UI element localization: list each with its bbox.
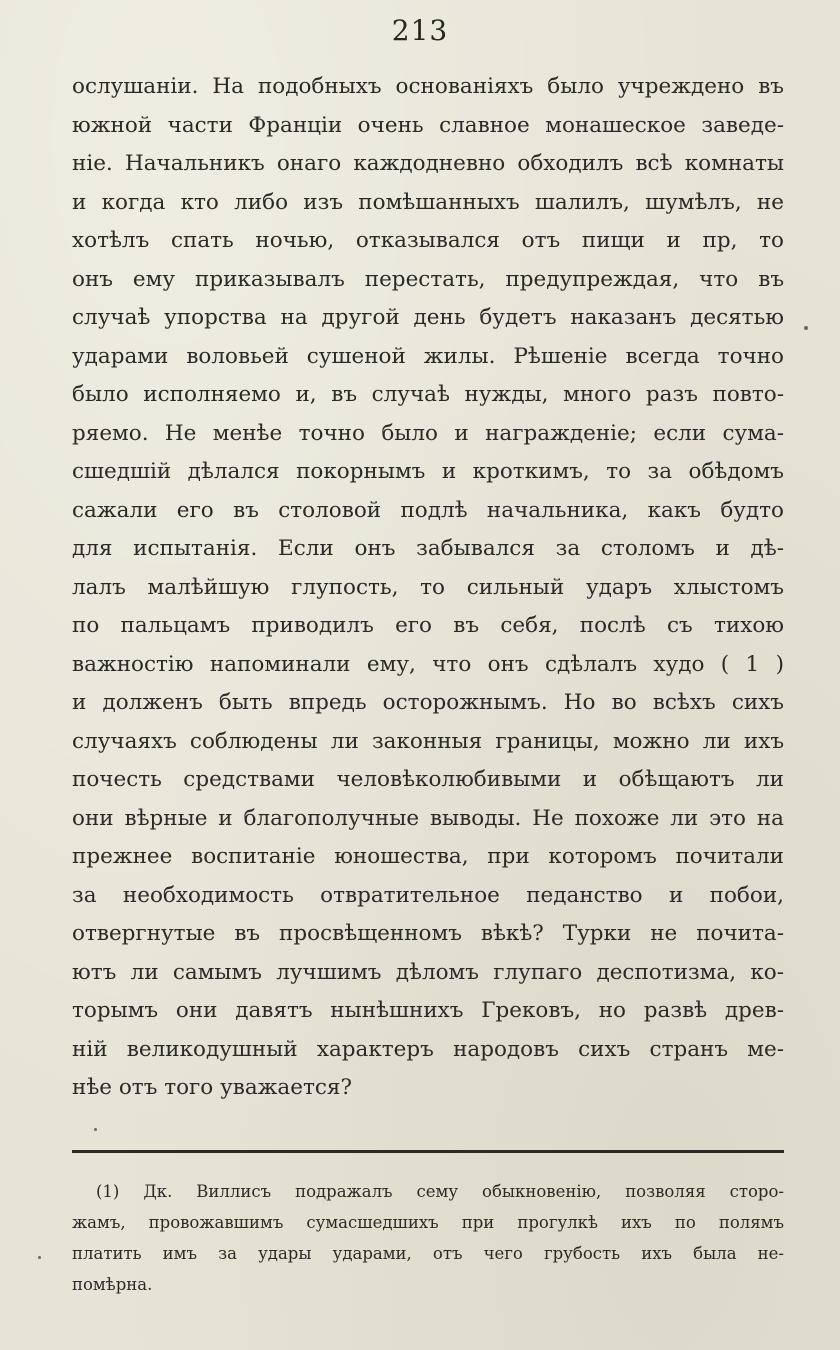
main-text-block (72, 68, 784, 1108)
footnote-line: (1) Дк. Виллисъ подражалъ сему обыкновенію, позволяя сторо- (96, 1182, 784, 1201)
text-line: они вѣрные и благополучные выводы. Не похоже ли это на (72, 805, 784, 831)
text-line: южной части Франціи очень славное монашеское заведе- (72, 112, 784, 138)
text-line: торымъ они давятъ нынѣшнихъ Грековъ, но развѣ древ- (72, 998, 784, 1023)
text-line: нѣе отъ того уважается? (72, 1075, 353, 1100)
text-line: хотѣлъ спать ночью, отказывался отъ пищи и пр, то (72, 228, 784, 253)
text-line: почесть средствами человѣколюбивыми и обѣщаютъ ли (72, 767, 784, 792)
page-number: 213 (391, 14, 449, 47)
text-line: ніе. Начальникъ онаго каждодневно обходилъ всѣ комнаты (72, 151, 784, 176)
text-line: случаяхъ соблюдены ли законныя границы, можно ли ихъ (72, 728, 784, 754)
text-line: для испытанія. Если онъ забывался за столомъ и дѣ- (72, 536, 784, 561)
text-line: и когда кто либо изъ помѣшанныхъ шалилъ, шумѣлъ, не (72, 189, 784, 215)
text-line: и долженъ быть впредь осторожнымъ. Но во всѣхъ сихъ (72, 690, 784, 715)
footnote-line: помѣрна. (72, 1275, 153, 1294)
footnote-block (72, 1176, 784, 1300)
text-line: ряемо. Не менѣе точно было и награжденіе; если сума- (72, 420, 784, 446)
text-line: онъ ему приказывалъ перестать, предупреждая, что въ (72, 266, 784, 292)
text-line: по пальцамъ приводилъ его въ себя, послѣ съ тихою (72, 613, 784, 638)
text-line: случаѣ упорства на другой день будетъ наказанъ десятью (72, 305, 784, 330)
text-line: за необходимость отвратительное педанство и побои, (72, 882, 784, 908)
text-line: ударами воловьей сушеной жилы. Рѣшеніе всегда точно (72, 343, 784, 369)
text-line: прежнее воспитаніе юношества, при которомъ почитали (72, 844, 784, 869)
paper-speck (804, 326, 808, 330)
text-line: было исполняемо и, въ случаѣ нужды, много разъ повто- (72, 382, 784, 407)
text-line: ослушаніи. На подобныхъ основаніяхъ было учреждено въ (72, 74, 784, 99)
text-line: важностію напоминали ему, что онъ сдѣлалъ худо ( 1 ) (72, 651, 784, 677)
text-line: ютъ ли самымъ лучшимъ дѣломъ глупаго деспотизма, ко- (72, 959, 784, 985)
footnote-line: жамъ, провожавшимъ сумасшедшихъ при прогулкѣ ихъ по полямъ (72, 1213, 784, 1232)
paper-speck (38, 1256, 41, 1259)
text-line: лалъ малѣйшую глупость, то сильный ударъ хлыстомъ (72, 574, 784, 600)
footnote-line: платить имъ за удары ударами, отъ чего грубость ихъ была не- (72, 1244, 784, 1263)
text-line: ній великодушный характеръ народовъ сихъ странъ ме- (72, 1036, 784, 1062)
footnote-divider (72, 1150, 784, 1153)
text-line: отвергнутые въ просвѣщенномъ вѣкѣ? Турки не почита- (72, 921, 784, 946)
paper-speck (94, 1128, 97, 1131)
text-line: сажали его въ столовой подлѣ начальника, какъ будто (72, 497, 784, 523)
text-line: сшедшій дѣлался покорнымъ и кроткимъ, то за обѣдомъ (72, 459, 784, 484)
